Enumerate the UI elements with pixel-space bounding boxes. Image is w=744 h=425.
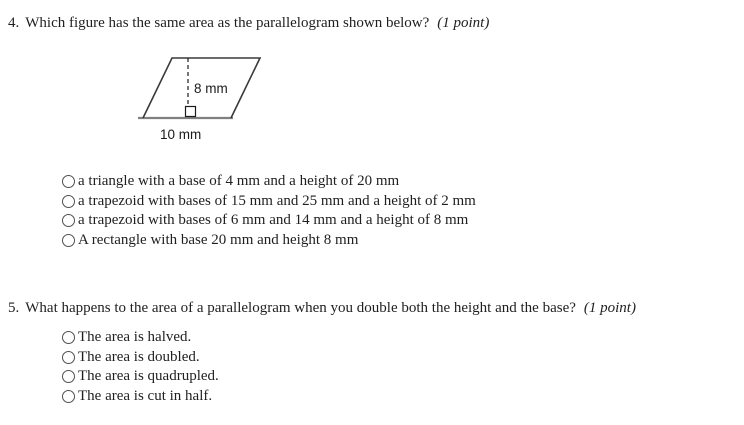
q4-option-row-2 [62,192,476,212]
question-5-line [8,298,636,318]
q4-option-row-4 [62,231,476,251]
q4-option-4-radio[interactable] [62,234,75,247]
q4-option-2-radio[interactable] [62,195,75,208]
q5-option-1-label: The area is halved. [78,329,192,346]
q4-option-3-label: a trapezoid with bases of 6 mm and 14 mm and a height of 8 mm [78,212,469,229]
q5-option-row-4 [62,387,219,407]
q5-option-3-radio[interactable] [62,370,75,383]
question-5-options [62,328,219,406]
q5-option-4-label: The area is cut in half. [78,388,213,405]
height-label: 8 mm [194,81,228,96]
parallelogram-diagram [130,50,280,145]
q5-option-2-radio[interactable] [62,351,75,364]
q4-option-2-label: a trapezoid with bases of 15 mm and 25 mm and a height of 2 mm [78,192,476,209]
q4-option-1-label: a triangle with a base of 4 mm and a height of 20 mm [78,173,400,190]
q5-option-4-radio[interactable] [62,390,75,403]
q5-option-1-radio[interactable] [62,331,75,344]
question-4-text: Which figure has the same area as the parallelogram shown below? [25,15,430,31]
q4-option-1-radio[interactable] [62,175,75,188]
question-5-points: (1 point) [583,300,636,316]
q4-option-row-1 [62,172,476,192]
question-5-text: What happens to the area of a parallelogram when you double both the height and the base? [25,300,576,316]
q5-option-row-1 [62,328,219,348]
right-angle-mark [186,107,196,117]
question-4-points: (1 point) [437,15,490,31]
q5-option-row-3 [62,367,219,387]
q4-option-row-3 [62,211,476,231]
q5-option-2-label: The area is doubled. [78,348,200,365]
question-4-line [8,13,489,33]
q4-option-3-radio[interactable] [62,214,75,227]
base-label: 10 mm [160,127,202,142]
question-4-number: 4. [8,15,20,31]
question-4-options [62,172,476,250]
q5-option-3-label: The area is quadrupled. [78,368,219,385]
q4-option-4-label: A rectangle with base 20 mm and height 8 mm [78,232,359,249]
q5-option-row-2 [62,348,219,368]
question-5-number: 5. [8,300,20,316]
